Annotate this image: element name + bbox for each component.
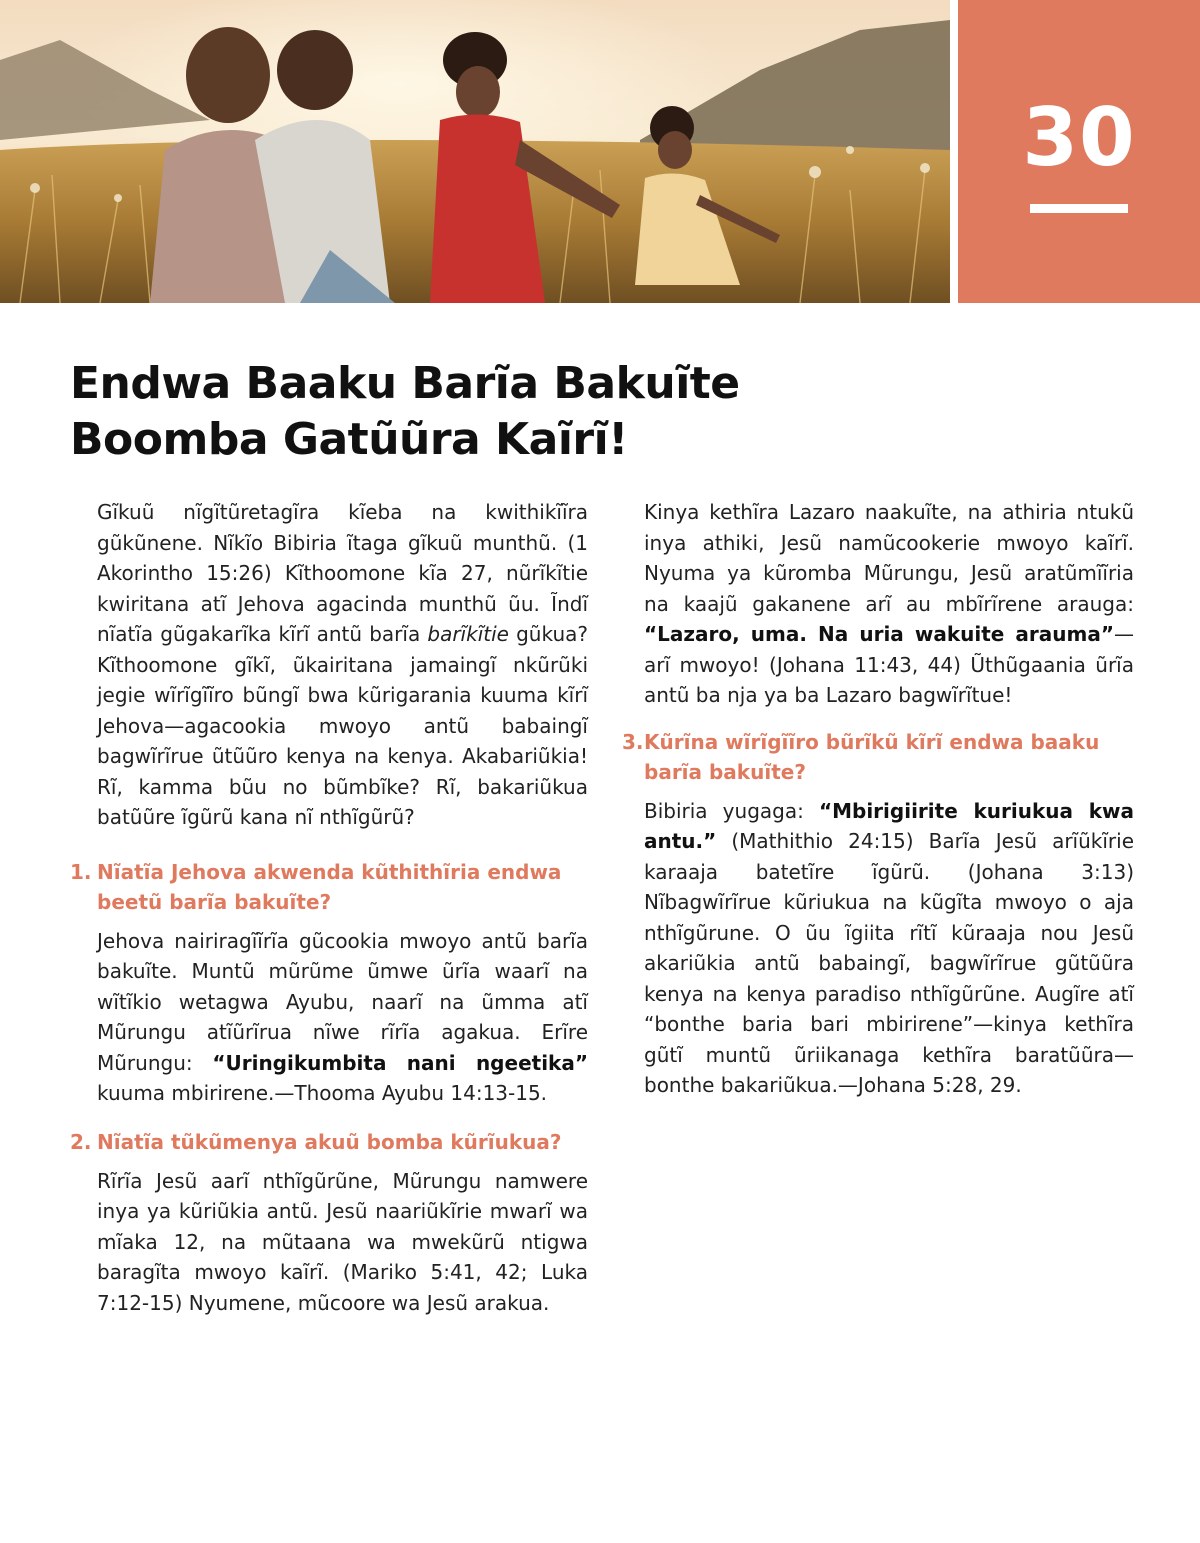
answer-1-quote: “Uringikumbita nani ngeetika” <box>212 1050 588 1075</box>
question-2 <box>70 1127 588 1157</box>
answer-2-continued <box>622 497 1134 711</box>
left-column <box>70 497 588 1318</box>
question-1-number: 1. <box>70 859 92 884</box>
header-divider <box>950 0 958 303</box>
answer-3-quote: “Mbirigiirite kuriukua kwa antu.” <box>644 798 1134 853</box>
intro-text-b: gũkua? Kĩthoomone gĩkĩ, ũkairitana jamaingĩ nkũrũki jegie wĩrĩgĩĩro bũngĩ bwa kũrigarania kuuma kĩrĩ Jehova—agacookia mwoyo antũ babaingĩ bagwĩrĩrue ũtũũro kenya na kenya. Akabariũkia! Rĩ, kamma bũu no bũmbĩke? Rĩ, bakariũkua batũũre ĩgũrũ kana nĩ nthĩgũrũ? <box>97 622 588 829</box>
intro-paragraph <box>70 497 588 833</box>
lesson-number-underline <box>1030 204 1128 213</box>
answer-1-paragraph <box>70 926 588 1109</box>
header-photo <box>0 0 950 303</box>
question-2-text: Nĩatĩa tũkũmenya akuũ bomba kũrĩukua? <box>97 1129 562 1154</box>
answer-3-text-a: Bibiria yugaga: <box>644 798 819 823</box>
question-3 <box>622 727 1134 787</box>
answer-1-text-a: Jehova nairiragĩĩrĩa gũcookia mwoyo antũ barĩa bakuĩte. Muntũ mũrũme ũmwe ũrĩa waarĩ na wĩtĩkio wetagwa Ayubu, naarĩ na ũmma atĩ Mũrungu atĩũrĩrua nĩwe rĩrĩa agakua. Erĩre Mũrungu: <box>97 928 588 1075</box>
answer-2-paragraph <box>70 1166 588 1319</box>
answer-2-text: Kinya kethĩra Lazaro naakuĩte, na athiria ntukũ inya athiki, Jesũ namũcookerie mwoyo kaĩrĩ. Nyuma ya kũromba Mũrungu, Jesũ aratũmĩĩria na kaajũ gakanene arĩ au mbĩrĩrene arauga: <box>644 500 1134 616</box>
answer-1-text-b: kuuma mbirirene.—Thooma Ayubu 14:13-15. <box>97 1081 548 1105</box>
question-3-text: Kũrĩna wĩrĩgĩĩro bũrĩkũ kĩrĩ endwa baaku barĩa bakuĩte? <box>644 729 1100 784</box>
question-2-number: 2. <box>70 1129 92 1154</box>
right-column <box>622 497 1134 1101</box>
lesson-number: 30 <box>1022 91 1136 184</box>
lesson-title <box>70 356 970 468</box>
question-1 <box>70 857 588 917</box>
lesson-number-panel <box>958 0 1200 303</box>
answer-2-text: Rĩrĩa Jesũ aarĩ nthĩgũrũne, Mũrungu namwere inya ya kũriũkia antũ. Jesũ naariũkĩrie mwarĩ wa mĩaka 12, na mũtaana wa mwekũrũ ntigwa baragĩta mwoyo kaĩrĩ. (Mariko 5:41, 42; Luka 7:12-15) Nyumene, mũcoore wa Jesũ arakua. <box>97 1168 588 1315</box>
family-meadow-illustration <box>0 0 950 303</box>
intro-emphasis: barĩkĩtie <box>427 622 509 646</box>
answer-2-quote: “Lazaro, uma. Na uria wakuite arauma” <box>644 622 1114 646</box>
question-1-text: Nĩatĩa Jehova akwenda kũthithĩria endwa beetũ barĩa bakuĩte? <box>97 859 562 914</box>
lesson-title-line-1: Endwa Baaku Barĩa Bakuĩte <box>70 358 740 409</box>
intro-text-a: Gĩkuũ nĩgĩtũretagĩra kĩeba na kwithikĩĩra gũkũnene. Nĩkĩo Bibiria ĩtaga gĩkuũ munthũ. (1 Akorintho 15:26) Kĩthoomone kĩa 27, nũrĩkĩtie kwiritana atĩ Jehova agacinda munthũ ũu. Ĩndĩ nĩatĩa gũgakarĩka kĩrĩ antũ barĩa <box>97 500 588 646</box>
lesson-title-line-2: Boomba Gatũũra Kaĩrĩ! <box>70 414 628 465</box>
question-3-number: 3. <box>622 729 644 754</box>
answer-2-text: —arĩ mwoyo! (Johana 11:43, 44) Ũthũgaania ũrĩa antũ ba nja ya ba Lazaro bagwĩrĩtue! <box>644 622 1134 707</box>
answer-3-text-b: (Mathithio 24:15) Barĩa Jesũ arĩũkĩrie karaaja batetĩre ĩgũrũ. (Johana 3:13) Nĩbagwĩrĩrue kũriukua na kũgĩta mwoyo o aja nthĩgũrune. O ũu ĩgiita rĩtĩ kũraaja nou Jesũ akariũkia antũ babaingĩ, bagwĩrĩrue gũtũũra kenya na kenya paradiso nthĩgũrũne. Augĩre atĩ “bonthe baria bari mbirirene”—kinya kethĩra gũtĩ muntũ ũriikanaga kethĩra baratũũra—bonthe bakariũkua.—Johana 5:28, 29. <box>644 829 1134 1097</box>
answer-3-paragraph <box>622 796 1134 1101</box>
